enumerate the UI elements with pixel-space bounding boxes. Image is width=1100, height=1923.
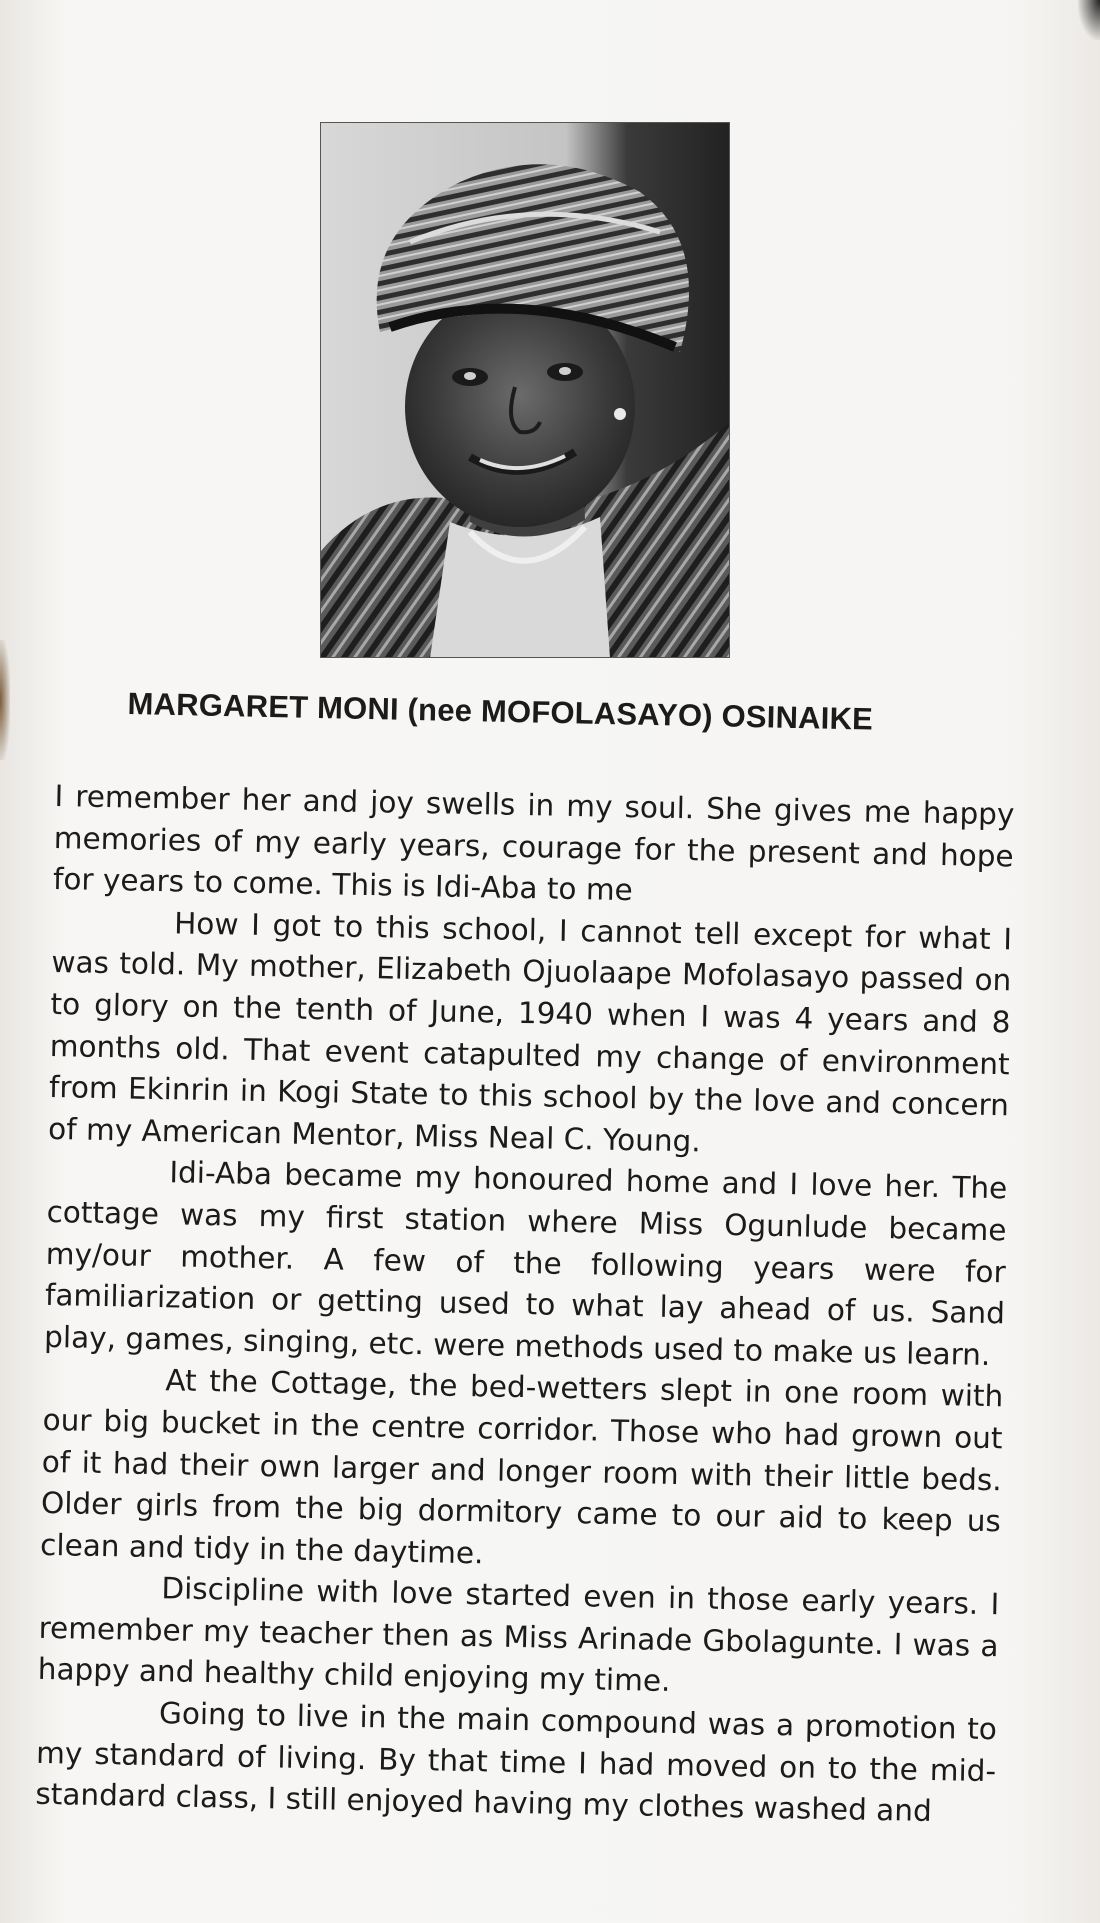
paragraph-1: I remember her and joy swells in my soul. She gives me happy memories of my early years, courage for the present and hope for years to come. This is Idi-Aba to me <box>52 778 1015 908</box>
portrait-image <box>320 122 730 658</box>
body-text <box>35 776 1015 1834</box>
page-corner-shadow <box>1078 0 1100 40</box>
portrait-photo <box>320 122 730 658</box>
paragraph-3: Idi-Aba became my honoured home and I love her. The cottage was my first station where Miss Ogunlude became my/our mother. A few of the following years were for familiarization or getting used to what lay ahead of us. Sand play, games, singing, etc. were methods used to make us learn. <box>43 1155 1008 1372</box>
page-title: MARGARET MONI (nee MOFOLASAYO) OSINAIKE <box>127 686 874 737</box>
page-edge-shadow <box>0 640 10 760</box>
paragraph-2: How I got to this school, I cannot tell except for what I was told. My mother, Elizabeth Ojuolaape Mofolasayo passed on to glory on the tenth of June, 1940 when I was 4 years and 8 months old. That event catapulted my change of environment from Ekinrin in Kogi State to this school by the love and concern of my American Mentor, Miss Neal C. Young. <box>47 906 1013 1159</box>
paragraph-6: Going to live in the main compound was a promotion to my standard of living. By that time I had moved on to the mid-standard class, I still enjoyed having my clothes washed and <box>35 1696 998 1829</box>
paragraph-5: Discipline with love started even in those early years. I remember my teacher then as Miss Arinade Gbolagunte. I was a happy and healthy child enjoying my time. <box>37 1571 1000 1699</box>
paragraph-4: At the Cottage, the bed-wetters slept in one room with our big bucket in the centre corridor. Those who had grown out of it had their own larger and longer room with their little beds. Older girls from the big dormitory came to our aid to keep us clean and tidy in the daytime. <box>39 1363 1004 1571</box>
